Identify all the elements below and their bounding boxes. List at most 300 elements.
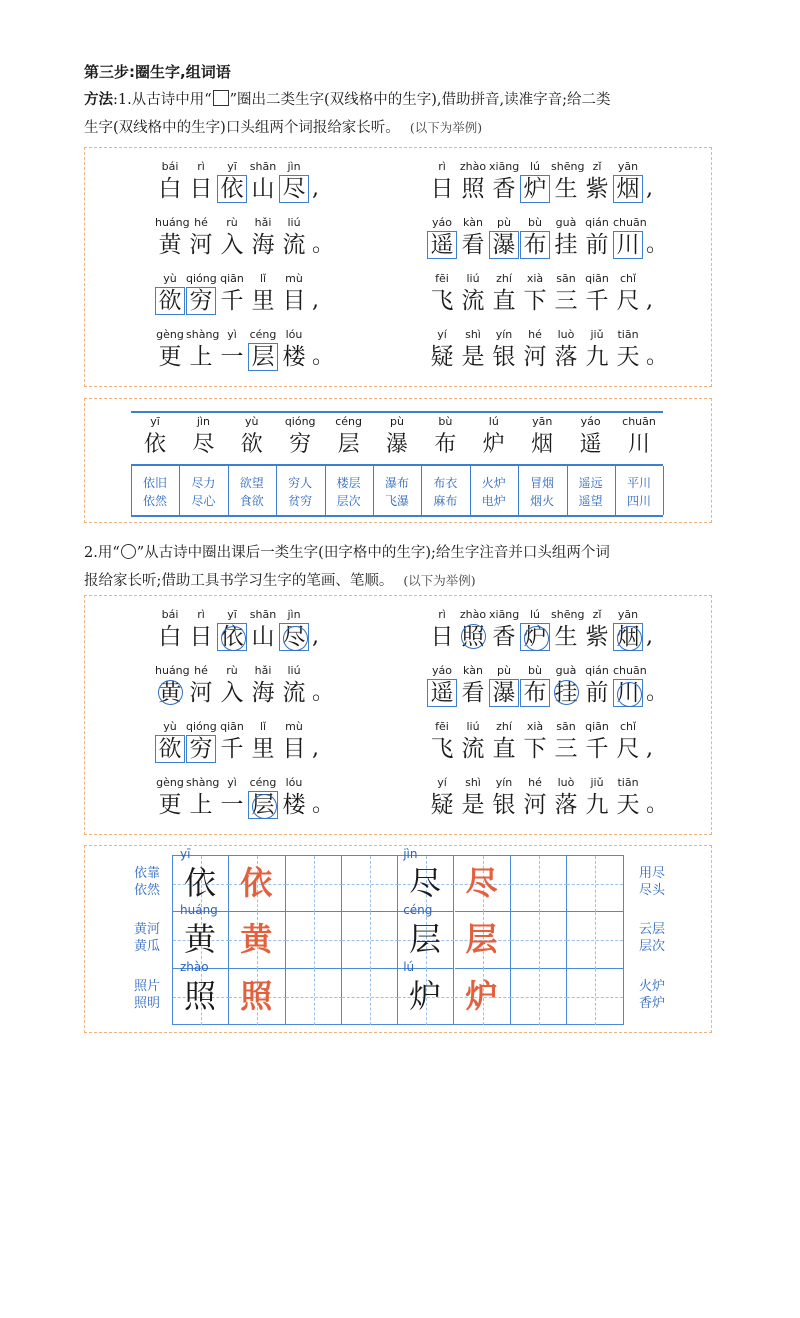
poem-char: 紫 [585, 624, 609, 650]
punctuation: 。 [312, 232, 335, 257]
pinyin: liú [466, 720, 480, 733]
side-words-right [632, 921, 672, 955]
step-title: 第三步:圈生字,组词语 [84, 63, 231, 81]
punctuation: 。 [312, 344, 335, 369]
hanzi-trace: 依 [240, 864, 273, 902]
poem-line [155, 328, 415, 384]
poem-right-1 [427, 160, 687, 384]
pinyin: chǐ [619, 720, 637, 733]
word-2: 食欲 [239, 494, 264, 508]
hanzi-model: 炉 [409, 976, 442, 1015]
word-pair [520, 474, 564, 510]
rule-top [131, 411, 663, 413]
pinyin: rì [438, 608, 446, 621]
pinyin: yáo [580, 415, 601, 428]
word-char [230, 415, 274, 459]
hanzi-model: 黄 [183, 920, 216, 959]
hanzi: 炉 [482, 432, 505, 457]
poem-char: 流 [282, 680, 306, 706]
rule-bottom [131, 515, 663, 517]
word-1: 欲望 [239, 476, 264, 490]
pinyin: bù [438, 415, 453, 428]
pinyin: jìn [287, 160, 301, 173]
method-1 [84, 87, 724, 142]
divider [567, 466, 568, 515]
pinyin: shàng [186, 328, 220, 341]
pinyin: hǎi [254, 216, 272, 229]
poem-line [427, 328, 687, 384]
method-2-text-c: 报给家长听;借助工具书学习生字的笔画、笔顺。 [84, 573, 394, 589]
pinyin: huáng [180, 903, 218, 918]
poem-char: 欲 [155, 735, 185, 763]
word-1: 依靠 [133, 866, 160, 881]
poem-char: 河 [523, 344, 547, 370]
poem-char: 入 [220, 680, 244, 706]
divider [228, 466, 229, 515]
poem-char: 尽 [279, 175, 309, 203]
word-1: 用尽 [638, 866, 665, 881]
method-2-text-a: 2.用“ [84, 545, 120, 561]
poem-char: 烟 [613, 175, 643, 203]
poem-char: 白 [158, 624, 182, 650]
word-pair [375, 474, 419, 510]
poem-char: 天 [616, 792, 640, 818]
pinyin: qián [585, 664, 609, 677]
poem-char: 瀑 [489, 231, 519, 259]
poem-right-2 [427, 608, 687, 832]
rule-mid [131, 464, 663, 466]
grid-guide [511, 940, 567, 941]
hanzi-trace: 炉 [465, 976, 498, 1015]
pinyin: yù [163, 272, 177, 285]
pinyin: yī [227, 608, 237, 621]
pinyin: qiān [220, 272, 244, 285]
pinyin: mù [285, 272, 303, 285]
pinyin: zhào [180, 959, 209, 974]
poem-char: 挂 [554, 232, 578, 258]
pinyin: pù [497, 216, 511, 229]
hanzi-model: 依 [183, 864, 216, 902]
pinyin: xià [526, 272, 544, 285]
word-2: 层次 [336, 494, 361, 508]
side-words-left [127, 978, 167, 1012]
pinyin: yí [437, 776, 447, 789]
pinyin: shì [465, 328, 481, 341]
poem-line [427, 776, 687, 832]
word-pair [181, 474, 225, 510]
hanzi-trace: 尽 [465, 864, 498, 902]
word-char [133, 415, 177, 459]
poem-line [155, 272, 415, 328]
poem-char: 白 [158, 176, 182, 202]
poem-char: 依 [217, 175, 247, 203]
word-2: 烟火 [530, 494, 555, 508]
word-pair [423, 474, 467, 510]
punctuation: , [646, 624, 653, 649]
pinyin: yì [227, 328, 237, 341]
word-pair [230, 474, 274, 510]
word-pair [327, 474, 371, 510]
poem-line [427, 160, 687, 216]
pinyin: céng [249, 328, 277, 341]
poem-char: 落 [554, 344, 578, 370]
poem-char: 下 [523, 736, 547, 762]
side-words-right [632, 865, 672, 899]
punctuation: , [312, 736, 319, 761]
hanzi: 烟 [531, 432, 554, 457]
pinyin: xiāng [489, 608, 520, 621]
pinyin: chǐ [619, 272, 637, 285]
poem-char: 烟 [613, 623, 643, 651]
pinyin: qiān [220, 720, 244, 733]
poem-char: 川 [613, 679, 643, 707]
poem-left-1 [155, 160, 415, 384]
pinyin: rì [197, 160, 205, 173]
pinyin: yī [150, 415, 160, 428]
poem-char: 布 [520, 231, 550, 259]
pinyin: yì [227, 776, 237, 789]
word-2: 尽心 [191, 494, 216, 508]
pinyin: lóu [285, 328, 303, 341]
poem-char: 炉 [520, 623, 550, 651]
pinyin: rù [226, 216, 238, 229]
pinyin: lǐ [259, 272, 267, 285]
pinyin: yín [495, 776, 513, 789]
word-1: 云层 [638, 922, 665, 938]
poem-char: 三 [554, 736, 578, 762]
punctuation: 。 [646, 792, 669, 817]
word-char [520, 415, 564, 459]
word-char [617, 415, 661, 459]
poem-char: 上 [189, 792, 213, 818]
hanzi: 依 [143, 432, 166, 457]
hanzi: 欲 [240, 432, 263, 457]
punctuation: , [312, 176, 319, 201]
pinyin: tiān [617, 328, 639, 341]
poem-char: 楼 [282, 344, 306, 370]
pinyin: jiǔ [590, 328, 604, 341]
punctuation: 。 [312, 792, 335, 817]
grid-guide [342, 940, 398, 941]
poem-char: 直 [492, 288, 516, 314]
punctuation: 。 [312, 680, 335, 705]
poem-char: 尽 [279, 623, 309, 651]
poem-char: 流 [461, 288, 485, 314]
word-1: 瀑布 [384, 476, 409, 490]
pinyin: jiǔ [590, 776, 604, 789]
punctuation: , [312, 288, 319, 313]
pinyin: yí [437, 328, 447, 341]
poem-char: 紫 [585, 176, 609, 202]
pinyin: shān [249, 608, 277, 621]
word-1: 火炉 [638, 978, 665, 994]
square-icon [213, 90, 229, 106]
punctuation: 。 [646, 344, 669, 369]
poem-left-2 [155, 608, 415, 832]
grid-guide [286, 940, 342, 941]
pinyin: pù [390, 415, 404, 428]
pinyin: zhí [496, 720, 512, 733]
divider [325, 466, 326, 515]
word-char [278, 415, 322, 459]
poem-char: 日 [189, 176, 213, 202]
poem-char: 生 [554, 624, 578, 650]
poem-char: 一 [220, 344, 244, 370]
pinyin: xià [526, 720, 544, 733]
poem-char: 飞 [430, 288, 454, 314]
poem-char: 山 [251, 176, 275, 202]
poem-char: 更 [158, 344, 182, 370]
poem-char: 照 [461, 176, 485, 202]
word-2: 照明 [133, 995, 160, 1011]
poem-char: 穷 [186, 287, 216, 315]
poem-char: 穷 [186, 735, 216, 763]
poem-line [155, 720, 415, 776]
pinyin: sān [556, 720, 576, 733]
poem-char: 入 [220, 232, 244, 258]
pinyin: zhào [459, 160, 487, 173]
word-2: 四川 [626, 494, 651, 508]
method-1-text-b: ”圈出二类生字(双线格中的生字),借助拼音,读准字音;给二类 [229, 92, 611, 108]
pinyin: lú [403, 959, 415, 974]
poem-line [427, 272, 687, 328]
method-2-text-b: ”从古诗中圈出课后一类生字(田字格中的生字);给生字注音并口头组两个词 [136, 545, 610, 561]
word-1: 冒烟 [530, 476, 555, 490]
poem-char: 目 [282, 288, 306, 314]
pinyin: lǐ [259, 720, 267, 733]
pinyin: sān [556, 272, 576, 285]
word-char [569, 415, 613, 459]
poem-box-2 [84, 595, 712, 835]
word-2: 遥望 [578, 494, 603, 508]
poem-char: 瀑 [489, 679, 519, 707]
poem-char: 日 [189, 624, 213, 650]
hanzi: 布 [434, 432, 457, 457]
pinyin: luò [557, 328, 575, 341]
pinyin: shì [465, 776, 481, 789]
word-1: 黄河 [133, 922, 160, 938]
pinyin: liú [466, 272, 480, 285]
poem-char: 千 [585, 288, 609, 314]
poem-char: 尺 [616, 288, 640, 314]
pinyin: liú [287, 664, 301, 677]
pinyin: yān [617, 160, 639, 173]
punctuation: , [646, 736, 653, 761]
word-char [327, 415, 371, 459]
pinyin: fēi [435, 720, 449, 733]
method-label: 方法 [84, 92, 113, 108]
pinyin: bù [528, 216, 542, 229]
pinyin: zǐ [592, 160, 602, 173]
divider [518, 466, 519, 515]
poem-char: 直 [492, 736, 516, 762]
method-1-text-a: :1.从古诗中用“ [113, 92, 212, 108]
word-pair [278, 474, 322, 510]
pinyin: kàn [463, 216, 483, 229]
pinyin: qiān [585, 272, 609, 285]
poem-char: 千 [220, 288, 244, 314]
poem-char: 一 [220, 792, 244, 818]
pinyin: pù [497, 664, 511, 677]
pinyin: tiān [617, 776, 639, 789]
word-pair [472, 474, 516, 510]
word-box [84, 398, 712, 523]
word-pair [569, 474, 613, 510]
poem-char: 层 [248, 791, 278, 819]
word-2: 尽头 [638, 883, 665, 898]
divider [615, 466, 616, 515]
poem-char: 欲 [155, 287, 185, 315]
word-2: 黄瓜 [133, 939, 160, 955]
grid-guide [286, 997, 342, 998]
poem-char: 河 [189, 680, 213, 706]
pinyin: rì [438, 160, 446, 173]
poem-char: 香 [492, 624, 516, 650]
punctuation: , [646, 288, 653, 313]
poem-char: 更 [158, 792, 182, 818]
poem-line [427, 720, 687, 776]
poem-char: 上 [189, 344, 213, 370]
pinyin: céng [403, 903, 433, 918]
pinyin: chuān [613, 664, 647, 677]
pinyin: lú [529, 608, 541, 621]
poem-line [155, 664, 415, 720]
poem-char: 尺 [616, 736, 640, 762]
pinyin: bái [161, 160, 179, 173]
pinyin: luò [557, 776, 575, 789]
poem-char: 挂 [551, 678, 581, 708]
pinyin: gèng [156, 328, 184, 341]
divider [131, 466, 132, 515]
poem-char: 目 [282, 736, 306, 762]
poem-line [427, 216, 687, 272]
grid-guide [511, 997, 567, 998]
word-char [181, 415, 225, 459]
word-1: 穷人 [288, 476, 313, 490]
hanzi: 瀑 [385, 432, 408, 457]
example-note-2: (以下为举例) [403, 573, 476, 588]
poem-char: 看 [461, 680, 485, 706]
hanzi: 川 [627, 432, 650, 457]
pinyin: bù [528, 664, 542, 677]
divider [373, 466, 374, 515]
example-note: (以下为举例) [409, 120, 483, 135]
poem-char: 流 [282, 232, 306, 258]
pinyin: hé [194, 664, 208, 677]
poem-line [155, 608, 415, 664]
word-char [472, 415, 516, 459]
punctuation: 。 [646, 680, 669, 705]
pinyin: yáo [432, 216, 452, 229]
poem-char: 日 [430, 624, 454, 650]
poem-char: 天 [616, 344, 640, 370]
poem-char: 前 [585, 232, 609, 258]
poem-char: 飞 [430, 736, 454, 762]
grid-guide [286, 884, 342, 885]
hanzi-model: 照 [183, 976, 216, 1015]
poem-char: 河 [523, 792, 547, 818]
poem-char: 楼 [282, 792, 306, 818]
poem-char: 银 [492, 792, 516, 818]
divider [179, 466, 180, 515]
poem-char: 落 [554, 792, 578, 818]
pinyin: yān [532, 415, 553, 428]
word-1: 尽力 [191, 476, 216, 490]
pinyin: rì [197, 608, 205, 621]
poem-char: 是 [461, 792, 485, 818]
poem-char: 里 [251, 736, 275, 762]
poem-char: 炉 [520, 175, 550, 203]
divider [470, 466, 471, 515]
pinyin: zhào [459, 608, 487, 621]
poem-char: 九 [585, 344, 609, 370]
method-1-text-c: 生字(双线格中的生字)口头组两个词报给家长听。 [84, 120, 400, 136]
pinyin: huáng [155, 216, 190, 229]
pinyin: jìn [196, 415, 210, 428]
divider [663, 466, 664, 515]
poem-char: 遥 [427, 231, 457, 259]
word-1: 照片 [133, 978, 160, 994]
pinyin: lóu [285, 776, 303, 789]
pinyin: hé [194, 216, 208, 229]
word-2: 贫穷 [288, 494, 313, 508]
pinyin: mù [285, 720, 303, 733]
hanzi: 遥 [579, 432, 602, 457]
word-2: 香炉 [638, 995, 665, 1011]
poem-char: 九 [585, 792, 609, 818]
hanzi-trace: 层 [465, 920, 498, 959]
word-1: 平川 [626, 476, 651, 490]
poem-box-1 [84, 147, 712, 387]
poem-line [427, 664, 687, 720]
pinyin: shēng [551, 608, 585, 621]
poem-char: 照 [458, 622, 488, 652]
word-pair [617, 474, 661, 510]
pinyin: chuān [622, 415, 656, 428]
poem-char: 下 [523, 288, 547, 314]
side-words-right [632, 978, 672, 1012]
pinyin: shēng [551, 160, 585, 173]
word-pair [133, 474, 177, 510]
pinyin: qián [585, 216, 609, 229]
pinyin: yī [227, 160, 237, 173]
punctuation: 。 [646, 232, 669, 257]
poem-char: 疑 [430, 344, 454, 370]
poem-char: 是 [461, 344, 485, 370]
method-2 [84, 540, 724, 595]
pinyin: gèng [156, 776, 184, 789]
poem-char: 遥 [427, 679, 457, 707]
poem-char: 千 [220, 736, 244, 762]
poem-char: 河 [189, 232, 213, 258]
word-1: 依旧 [142, 476, 167, 490]
word-char [423, 415, 467, 459]
pinyin: qióng [186, 720, 217, 733]
word-1: 布衣 [433, 476, 458, 490]
punctuation: , [646, 176, 653, 201]
pinyin: shàng [186, 776, 220, 789]
word-char [375, 415, 419, 459]
pinyin: xiāng [489, 160, 520, 173]
poem-char: 布 [520, 679, 550, 707]
poem-char: 疑 [430, 792, 454, 818]
word-1: 楼层 [336, 476, 361, 490]
poem-char: 三 [554, 288, 578, 314]
poem-char: 银 [492, 344, 516, 370]
pinyin: céng [335, 415, 362, 428]
word-1: 遥远 [578, 476, 603, 490]
pinyin: yáo [432, 664, 452, 677]
